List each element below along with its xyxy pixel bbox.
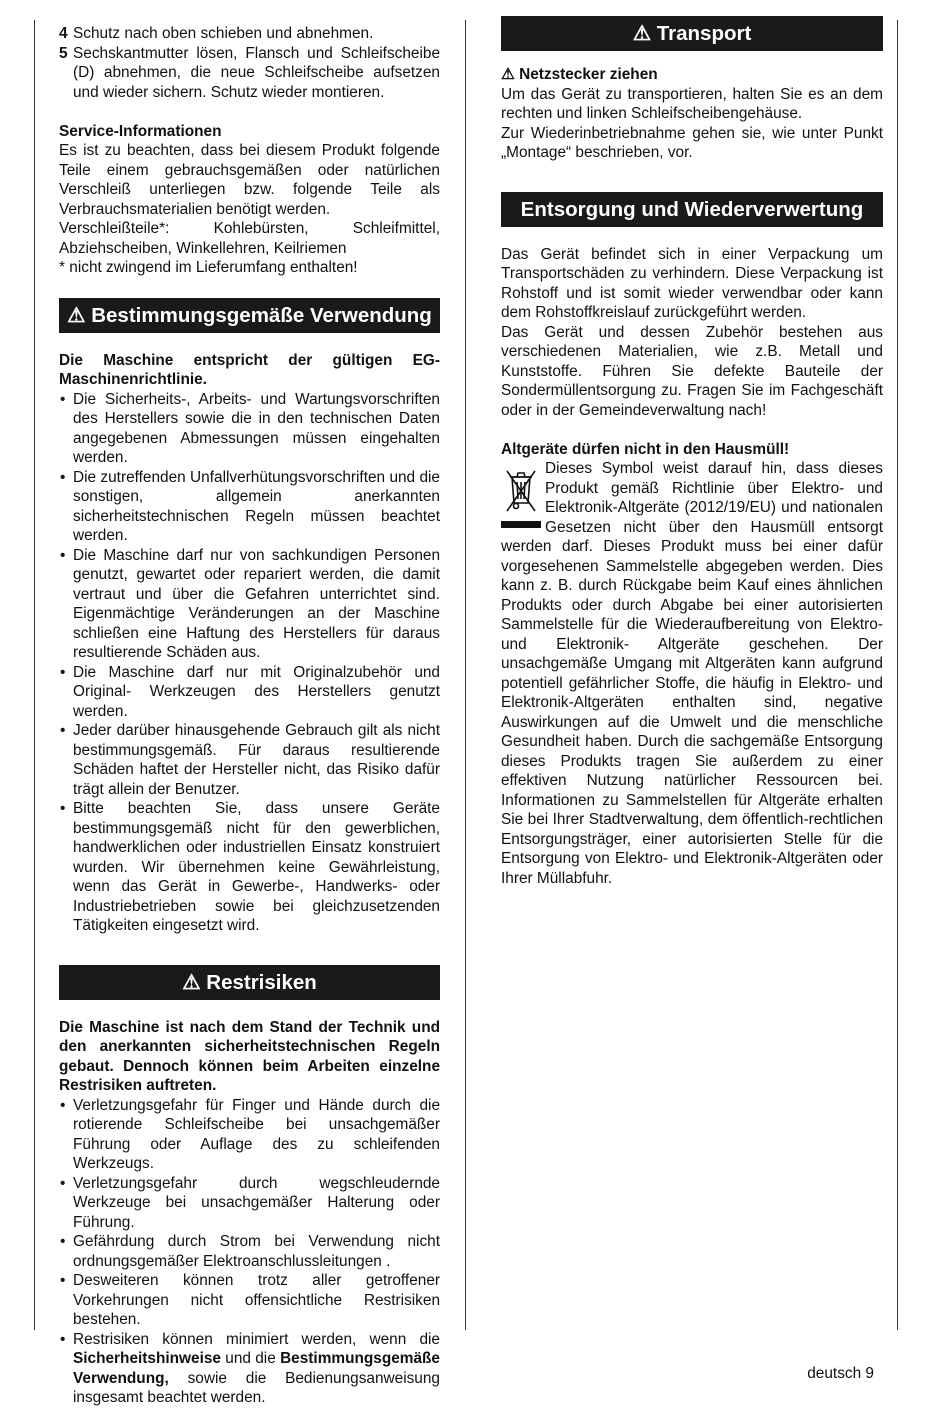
residual-risks-list xyxy=(59,1096,440,1408)
intended-use-ref: Bestimmungsgemäße Verwendung, xyxy=(73,1350,440,1387)
disposal-paragraph: Das Gerät und dessen Zubehör bestehen aus verschiedenen Materialien, wie z.B. Metall und Kunststoffe. Führen Sie defekte Bauteile der Sondermüllentsorgung zu. Fragen Sie im Fachgeschäft oder in der Gemeindeverwaltung nach! xyxy=(501,323,883,419)
unplug-subheading: ⚠ Netzstecker ziehen xyxy=(501,66,658,83)
step-number: 5 xyxy=(59,44,68,62)
disposal-heading: Entsorgung und Wiederverwertung xyxy=(501,192,883,227)
step-item xyxy=(59,44,440,103)
list-item: • Die Maschine darf nur von sachkundigen Personen genutzt, gewartet oder repariert werden, die damit vertraut und über die Gefahren unterrichtet sind. Eigenmächtige Veränderungen an der Maschine schließen eine Haftung des Herstellers für daraus resultierende Schäden aus. xyxy=(59,546,440,663)
crossed-out-wheelie-bin-icon xyxy=(501,463,541,531)
weee-title: Altgeräte dürfen nicht in den Hausmüll! xyxy=(501,440,790,458)
residual-risks-heading: ⚠ Restrisiken xyxy=(59,965,440,1000)
intended-use-heading: ⚠ Bestimmungsgemäße Verwendung xyxy=(59,298,440,333)
column-rule-center xyxy=(465,20,466,1330)
right-column xyxy=(501,16,883,888)
list-item: • Die Sicherheits-, Arbeits- und Wartungsvorschriften des Herstellers sowie die in den technischen Daten angegebenen Abmessungen müssen eingehalten werden. xyxy=(59,390,440,468)
service-paragraph: Es ist zu beachten, dass bei diesem Produkt folgende Teile einem gebrauchsgemäßen oder natürlichen Verschleiß unterliegen bzw. folgende Teile als Verbrauchsmaterialien benötigt werden. xyxy=(59,142,440,218)
weee-paragraph: Dieses Symbol weist darauf hin, dass dieses Produkt gemäß Richtlinie über Elektro- und Elektronik-Altgeräte (2012/19/EU) und nationalen Gesetzen nicht über den Hausmüll entsorgt werden darf. Dieses Produkt muss bei einer dafür vorgesehenen Sammelstelle abgegeben werden. Dies kann z. B. durch Rückgabe beim Kauf eines ähnlichen Produkts oder durch Abgabe bei einer autorisierten Sammelstelle für die Wiederaufbereitung von Elektro- und Elektronik- Altgeräte geschehen. Der unsachgemäße Umgang mit Altgeräten kann aufgrund potentiell gefährlicher Stoffe, die häufig in Elektro- und Elektronik-Altgeräten enthalten sind, negative Auswirkungen auf die Umwelt und die menschliche Gesundheit haben. Durch die sachgemäße Entsorgung dieses Produkts tragen Sie außerdem zu einer effektiven Nutzung natürlicher Ressourcen bei. Informationen zu Sammelstellen für Altgeräte erhalten Sie bei Ihrer Stadtverwaltung, dem öffentlich-rechtlichen Entsorgungsträger, einer autorisierten Stelle für die Entsorgung von Elektro- und Elektronik-Altgeräten oder Ihrer Müllabfuhr. xyxy=(501,460,883,887)
service-footnote: * nicht zwingend im Lieferumfang enthalten! xyxy=(59,259,358,276)
list-item: • Verletzungsgefahr für Finger und Hände durch die rotierende Schleifscheibe bei unsachgemäßer Führung oder Auflage des zu schleifenden Werkzeugs. xyxy=(59,1096,440,1174)
page-footer: deutsch 9 xyxy=(807,1365,874,1382)
last-bullet-text: sowie die Bedienungsanweisung insgesamt beachtet werden. xyxy=(73,1369,440,1406)
transport-heading: ⚠ Transport xyxy=(501,16,883,51)
weee-block xyxy=(501,459,883,888)
transport-paragraph: Um das Gerät zu transportieren, halten Sie es an dem rechten und linken Schleifscheibengehäuse. xyxy=(501,85,883,122)
list-item: • Die zutreffenden Unfallverhütungsvorschriften und die sonstigen, allgemein anerkannten sicherheitstechnischen Regeln müssen beachtet werden. xyxy=(59,468,440,546)
last-bullet-text: Restrisiken können minimiert werden, wenn die xyxy=(73,1330,440,1348)
left-column xyxy=(59,24,440,1408)
intended-use-list xyxy=(59,390,440,936)
list-item xyxy=(59,1330,440,1408)
list-item: • Die Maschine darf nur mit Originalzubehör und Original- Werkzeugen des Herstellers genutzt werden. xyxy=(59,663,440,722)
list-item: • Jeder darüber hinausgehende Gebrauch gilt als nicht bestimmungsgemäß. Für daraus resultierende Schäden haftet der Hersteller nicht, das Risiko dafür trägt allein der Benutzer. xyxy=(59,721,440,799)
column-rule-right xyxy=(897,20,898,1330)
list-item: • Bitte beachten Sie, dass unsere Geräte bestimmungsgemäß nicht für den gewerblichen, handwerklichen oder industriellen Einsatz konstruiert wurden. Wir übernehmen keine Gewährleistung, wenn das Gerät in Gewerbe-, Handwerks- oder Industriebetrieben sowie bei gleichzusetzenden Tätigkeiten eingesetzt wird. xyxy=(59,799,440,936)
disposal-paragraph: Das Gerät befindet sich in einer Verpackung um Transportschäden zu verhindern. Diese Verpackung ist Rohstoff und ist somit wieder verwendbar oder kann dem Rohstoffkreislauf zurückgeführt werden. xyxy=(501,245,883,321)
last-bullet-text: und die xyxy=(220,1350,281,1367)
step-text: Schutz nach oben schieben und abnehmen. xyxy=(73,25,374,42)
list-item: • Desweiteren können trotz aller getroffener Vorkehrungen nicht offensichtliche Restrisiken bestehen. xyxy=(59,1271,440,1330)
intended-use-lead: Die Maschine entspricht der gültigen EG-Maschinenrichtlinie. xyxy=(59,351,440,388)
transport-paragraph: Zur Wiederinbetriebnahme gehen sie, wie unter Punkt „Montage“ beschrieben, vor. xyxy=(501,124,883,161)
column-rule-left xyxy=(34,20,35,1330)
safety-notes-ref: Sicherheitshinweise xyxy=(73,1350,221,1367)
step-text: Sechskantmutter lösen, Flansch und Schleifscheibe (D) abnehmen, die neue Schleifscheibe aufsetzen und wieder sichern. Schutz wieder montieren. xyxy=(73,44,440,101)
service-title: Service-Informationen xyxy=(59,122,222,140)
list-item: • Gefährdung durch Strom bei Verwendung nicht ordnungsgemäßer Elektroanschlussleitungen . xyxy=(59,1232,440,1271)
list-item: • Verletzungsgefahr durch wegschleudernde Werkzeuge bei unsachgemäßer Halterung oder Führung. xyxy=(59,1174,440,1233)
residual-risks-lead: Die Maschine ist nach dem Stand der Technik und den anerkannten sicherheitstechnischen Regeln gebaut. Dennoch können beim Arbeiten einzelne Restrisiken auftreten. xyxy=(59,1018,440,1094)
step-item xyxy=(59,24,440,44)
step-number: 4 xyxy=(59,25,68,42)
wear-parts: Verschleißteile*: Kohlebürsten, Schleifmittel, Abziehscheiben, Winkellehren, Keilriemen xyxy=(59,220,440,257)
assembly-steps xyxy=(59,24,440,102)
